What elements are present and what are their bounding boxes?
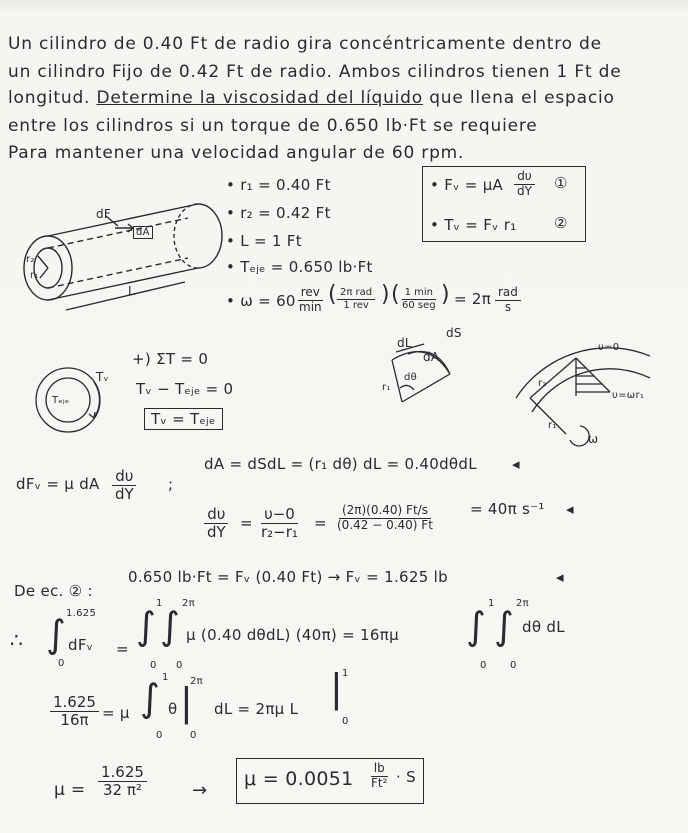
int-middle: μ (0.40 dθdL) (40π) = 16πμ <box>186 626 399 644</box>
eq-de2: 0.650 lb·Ft = Fᵥ (0.40 Ft) → Fᵥ = 1.625 lb <box>128 568 448 586</box>
cyl-length-label: L <box>128 284 135 298</box>
int-eq: = <box>116 640 129 658</box>
int5-lower: 0 <box>510 660 517 671</box>
mu-arrow: → <box>192 780 208 801</box>
integral-1: ∫ <box>46 612 67 656</box>
paren-close-1: ) <box>381 282 390 307</box>
omega-rad-s: rad s <box>495 286 521 315</box>
int6-lower: 0 <box>156 730 163 741</box>
given-length: • L = 1 Ft <box>226 232 302 250</box>
profile-r1: r₁ <box>548 420 557 431</box>
problem-underlined: Determine la viscosidad del líquido <box>96 88 423 108</box>
eq-dvdy-lhs: $\frac{d\upsilon}{dY}$ <box>204 506 229 542</box>
sector-r1: r₁ <box>382 382 391 393</box>
int6-upper: 1 <box>162 672 169 683</box>
eval-bar-2: | <box>330 666 344 710</box>
int-lower-0: 0 <box>58 658 65 669</box>
problem-line-3b: que llena el espacio <box>429 88 615 108</box>
eq-semicolon: ; <box>168 475 174 493</box>
int-dthetadl: dθ dL <box>522 618 565 636</box>
problem-line-3 <box>8 88 615 108</box>
cyl-r2-label: r₂ <box>26 254 35 265</box>
profile-v0: υ=0 <box>598 342 620 353</box>
final-seconds: · S <box>396 768 416 786</box>
given-omega: • ω = 60 <box>226 292 296 310</box>
cyl-da-label: dA <box>133 226 153 239</box>
omega-conv-1: 2π rad 1 rev <box>337 287 375 311</box>
torque-tv-label: Tᵥ <box>96 370 109 384</box>
int-dfv: dFᵥ <box>68 636 94 654</box>
integral-6: ∫ <box>140 676 161 720</box>
step-eq: = μ <box>102 704 130 722</box>
eval2-lower: 0 <box>342 716 349 727</box>
torque-teje-label: Tₑⱼₑ <box>52 395 70 406</box>
eq-number-1: ① <box>554 174 568 192</box>
integral-5: ∫ <box>494 604 515 648</box>
paren-open-1: ( <box>328 282 337 307</box>
cyl-df-label: dF <box>96 207 112 221</box>
int3-lower: 0 <box>176 660 183 671</box>
given-r2: • r₂ = 0.42 Ft <box>226 204 331 222</box>
eq-dvdy-mid: $\frac{\upsilon-0}{\text{r₂−r₁}}$ <box>261 505 298 542</box>
step-theta: θ <box>168 700 178 718</box>
step-fraction: $\frac{1.625}{16\pi}$ <box>50 694 99 730</box>
omega-conv-2: 1 min 60 seg <box>402 287 436 311</box>
eq-number-2: ② <box>554 214 568 232</box>
eval1-lower: 0 <box>190 730 197 741</box>
eval1-upper: 2π <box>190 676 203 687</box>
problem-line-1: Un cilindro de 0.40 Ft de radio gira concéntricamente dentro de <box>8 34 602 54</box>
cyl-r1-label: r₁ <box>30 270 39 281</box>
sector-da: dA <box>423 350 440 364</box>
int2-lower: 0 <box>150 660 157 671</box>
eq-de2-label: De ec. ② : <box>14 582 93 600</box>
profile-omega: ω <box>588 432 599 446</box>
problem-line-5: Para mantener una velocidad angular de 60 rpm. <box>8 143 465 163</box>
eval-bar-1: | <box>180 680 194 724</box>
profile-vwr: υ=ωr₁ <box>612 390 645 401</box>
eq-de2-mark: ◂ <box>556 568 564 586</box>
torque-result: Tᵥ = Tₑⱼₑ <box>144 408 223 430</box>
int3-upper: 2π <box>182 598 195 609</box>
torque-sum: +) ΣT = 0 <box>132 350 209 368</box>
omega-result: = 2π <box>454 290 492 308</box>
step-dl: dL = 2πμ L <box>214 700 299 718</box>
eq-fv: • Fᵥ = μA <box>430 176 504 194</box>
problem-line-2: un cilindro Fijo de 0.42 Ft de radio. Ambos cilindros tienen 1 Ft de <box>8 62 622 82</box>
paren-close-2: ) <box>441 282 450 307</box>
final-units: $\frac{lb}{\text{Ft²}}$ <box>371 761 388 790</box>
omega-rev-min: rev min <box>299 285 322 314</box>
torque-balance: Tᵥ − Tₑⱼₑ = 0 <box>136 380 234 398</box>
therefore-symbol: ∴ <box>10 628 24 652</box>
int5-upper: 2π <box>516 598 529 609</box>
mu-fraction: $\frac{1.625}{\text{32 π²}}$ <box>98 764 147 800</box>
eval2-upper: 1 <box>342 668 349 679</box>
eq-da: dA = dSdL = (r₁ dθ) dL = 0.40dθdL <box>204 455 477 473</box>
profile-r2: r₂ <box>538 378 547 389</box>
problem-line-3a: longitud. <box>8 88 91 108</box>
int4-lower: 0 <box>480 660 487 671</box>
sector-dtheta: dθ <box>404 372 418 383</box>
problem-line-4: entre los cilindros si un torque de 0.650 lb·Ft se requiere <box>8 116 538 136</box>
mu-lhs: μ = <box>54 780 86 800</box>
eq-dvdy-eq1: = <box>240 514 253 532</box>
int4-upper: 1 <box>488 598 495 609</box>
eq-dvdy-mark: ◂ <box>566 500 574 518</box>
cylinder-sketch <box>10 190 240 320</box>
paren-open-2: ( <box>391 282 400 307</box>
sector-ds: dS <box>446 326 462 340</box>
sector-sketch <box>380 330 480 410</box>
given-r1: • r₁ = 0.40 Ft <box>226 176 331 194</box>
eq-da-mark: ◂ <box>512 455 520 473</box>
integral-3: ∫ <box>160 604 181 648</box>
eq-dfv-dvdy: $\frac{d\upsilon}{dY}$ <box>112 468 137 504</box>
given-torque: • Tₑⱼₑ = 0.650 lb·Ft <box>226 258 373 276</box>
eq-dfv: dFᵥ = μ dA <box>16 475 100 493</box>
integral-2: ∫ <box>136 604 157 648</box>
int-upper-1625: 1.625 <box>66 608 97 619</box>
eq-dvdy-result: = 40π s⁻¹ <box>470 500 545 518</box>
final-answer: μ = 0.0051 <box>244 768 354 790</box>
sector-dl: dL <box>397 336 412 350</box>
int2-upper: 1 <box>156 598 163 609</box>
eq-tv: • Tᵥ = Fᵥ r₁ <box>430 216 517 234</box>
eq-dvdy-numeric: $\frac{(2\pi)(0.40) Ft/s}{(0.42 - 0.40) Ft}$ <box>337 503 433 532</box>
eq-fv-dvdy: $\frac{d\upsilon}{dY}$ <box>514 170 535 199</box>
integral-4: ∫ <box>466 604 487 648</box>
eq-dvdy-eq2: = <box>314 514 327 532</box>
